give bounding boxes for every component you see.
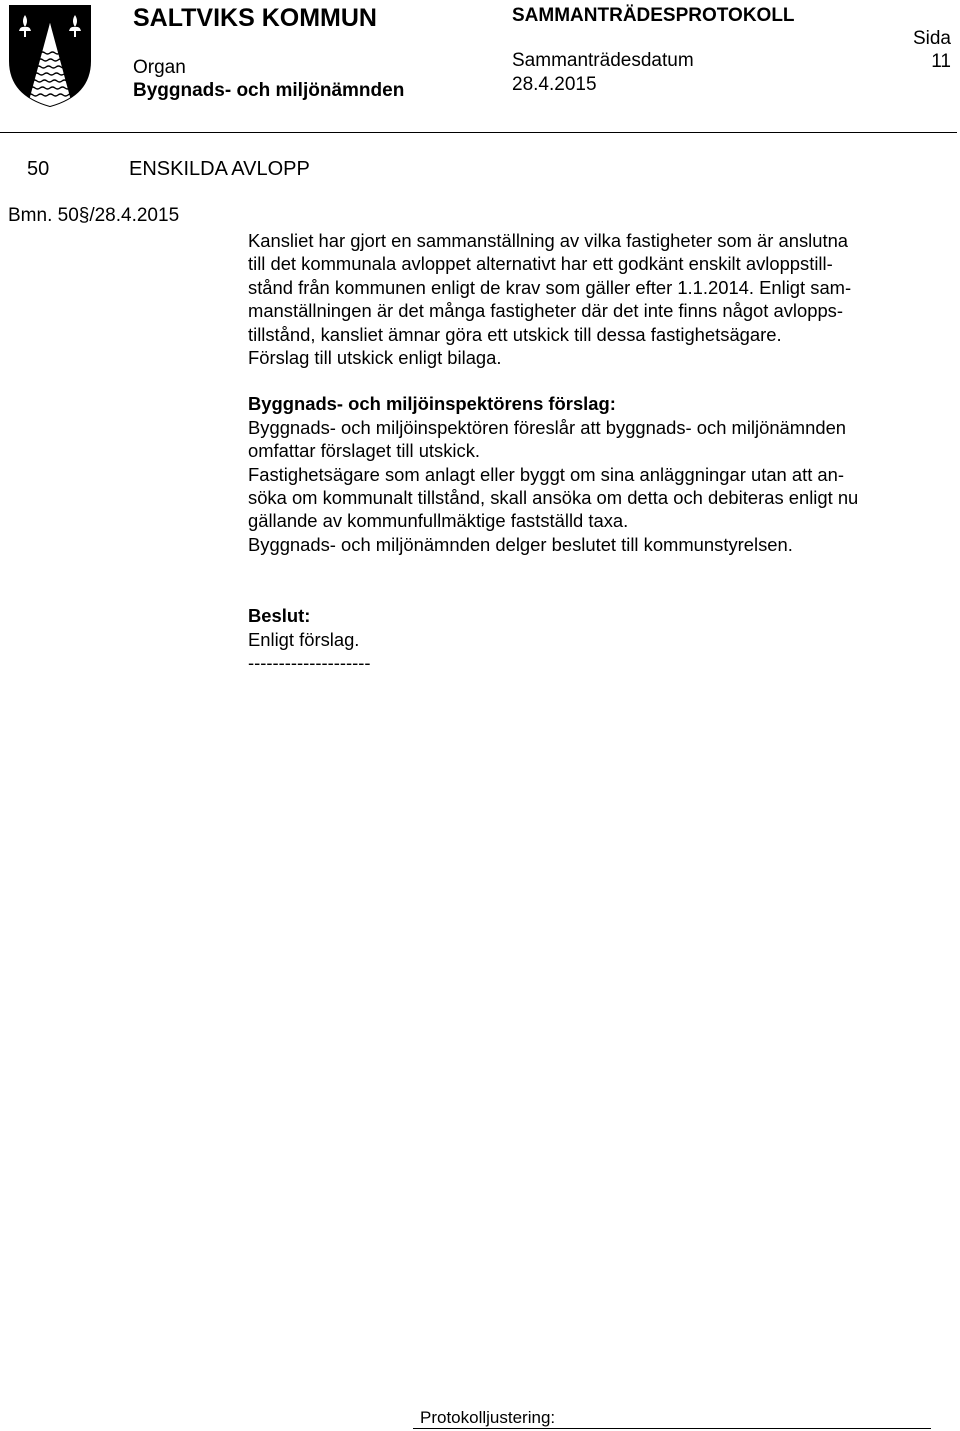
proposal-line: omfattar förslaget till utskick. xyxy=(248,440,481,462)
page-number: 11 xyxy=(931,51,951,72)
page-label: Sida xyxy=(912,28,951,49)
intro-line: till det kommunala avloppet alternativt har ett godkänt enskilt avloppstill- xyxy=(248,253,833,275)
section-separator: -------------------- xyxy=(248,652,371,674)
section-body xyxy=(248,229,928,675)
section-title: ENSKILDA AVLOPP xyxy=(129,158,310,180)
organ-value: Byggnads- och miljönämnden xyxy=(133,80,405,101)
meeting-date-value: 28.4.2015 xyxy=(512,74,597,95)
proposal-line: söka om kommunalt tillstånd, skall ansöka om detta och debiteras enligt nu xyxy=(248,487,859,509)
document-type: SAMMANTRÄDESPROTOKOLL xyxy=(512,5,795,26)
decision-text: Enligt förslag. xyxy=(248,628,360,650)
proposal-line: Fastighetsägare som anlagt eller byggt om sina anläggningar utan att an- xyxy=(248,463,845,485)
paragraph-spacer xyxy=(248,369,928,392)
intro-line: manställningen är det många fastigheter där det inte finns något avlopps- xyxy=(248,300,844,322)
proposal-heading: Byggnads- och miljöinspektörens förslag: xyxy=(248,393,616,415)
protocol-signature-label: Protokolljustering: xyxy=(420,1408,556,1427)
section-number: 50 xyxy=(27,158,50,180)
header-divider xyxy=(0,132,957,133)
section-reference: Bmn. 50§/28.4.2015 xyxy=(8,205,180,226)
intro-line: stånd från kommunen enligt de krav som gäller efter 1.1.2014. Enligt sam- xyxy=(248,276,852,298)
decision-heading: Beslut: xyxy=(248,605,311,627)
intro-line: Kansliet har gjort en sammanställning av vilka fastigheter som är anslutna xyxy=(248,230,849,251)
organization-name: SALTVIKS KOMMUN xyxy=(133,4,377,32)
meeting-date-label: Sammanträdesdatum xyxy=(512,50,694,71)
proposal-line: gällande av kommunfullmäktige fastställd taxa. xyxy=(248,510,629,532)
intro-line: Förslag till utskick enligt bilaga. xyxy=(248,347,502,369)
paragraph-spacer xyxy=(248,556,928,604)
proposal-line: Byggnads- och miljöinspektören föreslår att byggnads- och miljönämnden xyxy=(248,416,847,438)
organ-label: Organ xyxy=(133,57,186,78)
intro-line: tillstånd, kansliet ämnar göra ett utskick till dessa fastighetsägare. xyxy=(248,323,782,345)
proposal-line: Byggnads- och miljönämnden delger beslutet till kommunstyrelsen. xyxy=(248,533,793,555)
signature-line xyxy=(413,1428,931,1429)
saltvik-coat-of-arms-icon xyxy=(7,3,93,109)
